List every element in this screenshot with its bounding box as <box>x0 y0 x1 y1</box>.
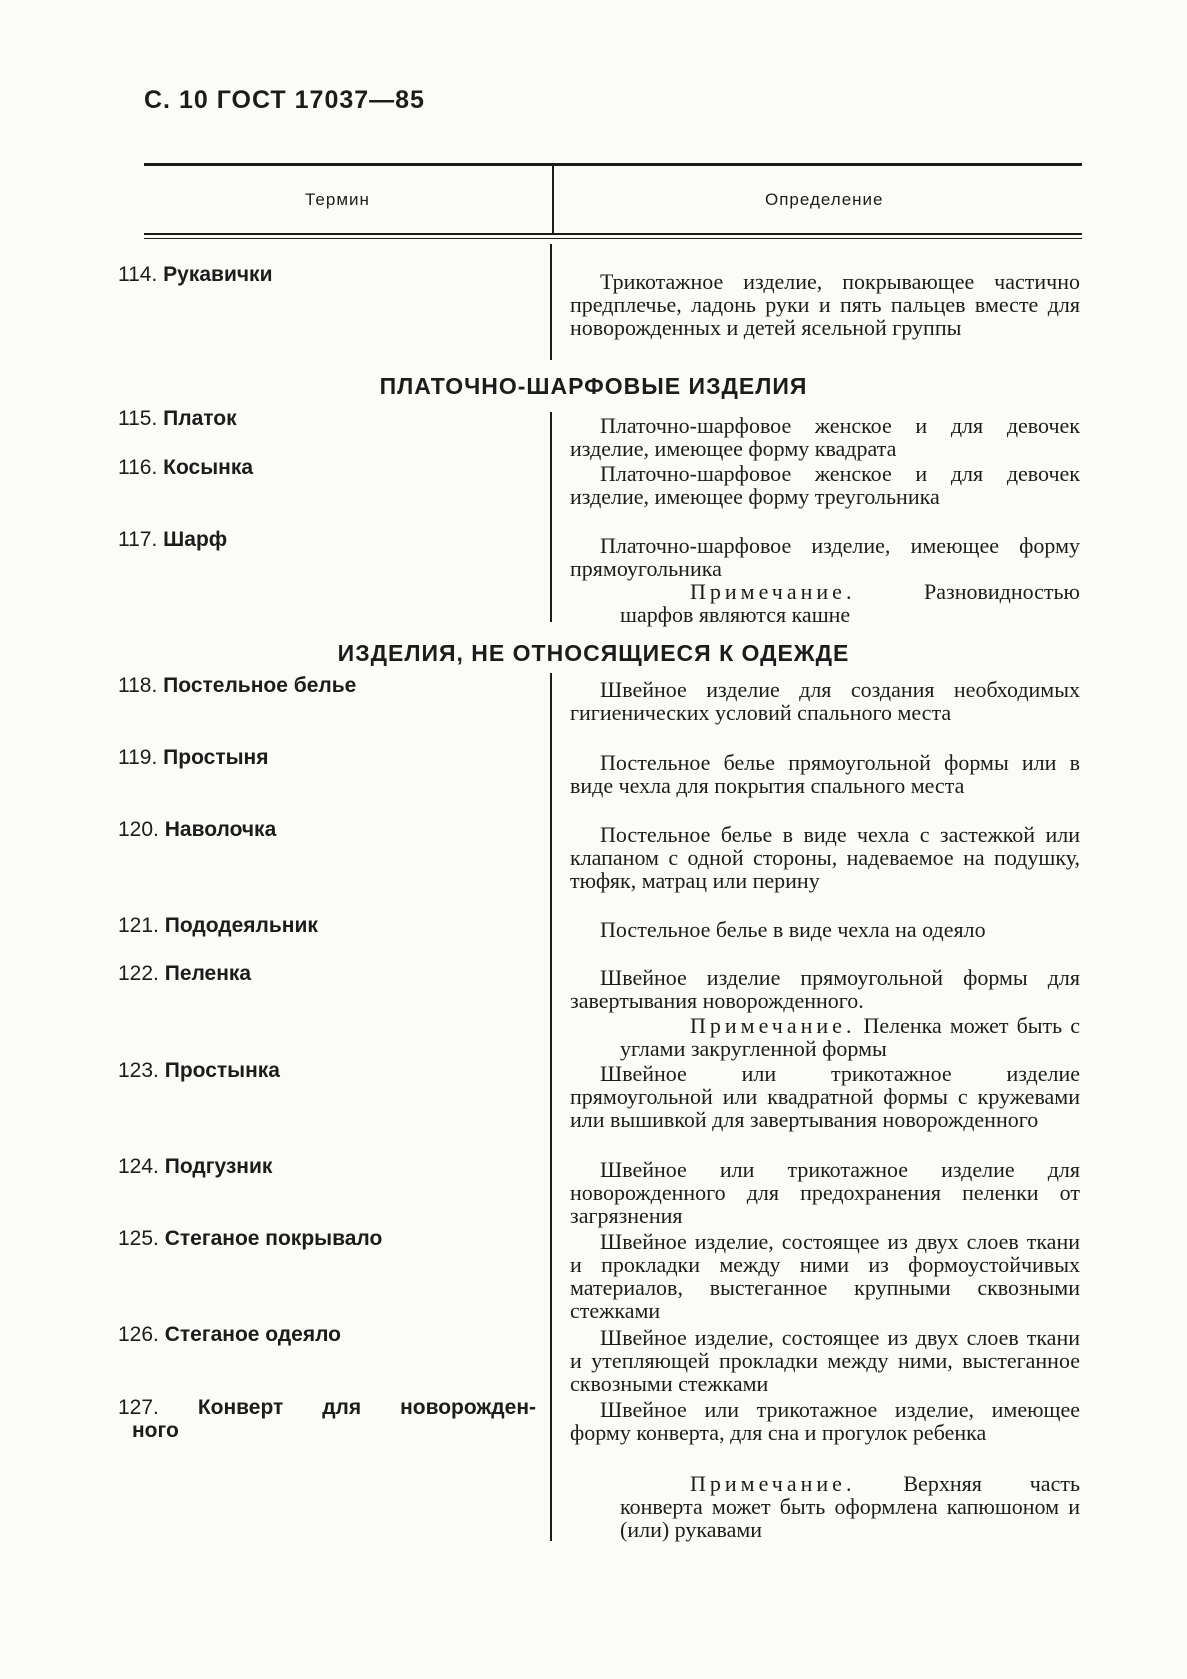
note-127: Примечание. Верхняя часть конверта может быть оформлена капюшоном и (или) рукавами <box>620 1471 1080 1542</box>
column-divider <box>550 244 552 360</box>
term-121: 121. Пододеяльник <box>118 914 318 937</box>
note-122: Примечание. Пеленка может быть с углами закругленной формы <box>620 1013 1081 1061</box>
term-127: 127. Конверт для новорожден- ного <box>118 1396 536 1442</box>
term-124: 124. Подгузник <box>118 1155 273 1178</box>
definition-114: Трикотажное изделие, покрывающее частично предплечье, ладонь руки и пять пальцев вместе для новорожденных и детей ясельной группы <box>570 269 1080 340</box>
term-122: 122. Пеленка <box>118 962 252 985</box>
definition-123: Швейное или трикотажное изделие прямоугольной или квадратной формы с кружевами или вышивкой для завертывания новорожденного <box>570 1061 1080 1132</box>
definition-124: Швейное или трикотажное изделие для новорожденного для предохранения пеленки от загрязнения <box>570 1157 1080 1228</box>
column-divider <box>550 673 552 1541</box>
definition-125: Швейное изделие, состоящее из двух слоев ткани и прокладки между ними из формоустойчивых материалов, выстеганное крупными сквозными стежками <box>570 1229 1080 1323</box>
term-120: 120. Наволочка <box>118 818 277 841</box>
section-title-scarves: ПЛАТОЧНО-ШАРФОВЫЕ ИЗДЕЛИЯ <box>379 373 808 399</box>
column-divider <box>550 412 552 622</box>
definition-116: Платочно-шарфовое женское и для девочек изделие, имеющее форму треугольника <box>570 461 1080 509</box>
term-123: 123. Простынка <box>118 1059 280 1082</box>
definition-121: Постельное белье в виде чехла на одеяло <box>600 917 986 942</box>
note-117: Примечание. Разновидностью шарфов являются кашне <box>620 579 1080 627</box>
definition-122: Швейное изделие прямоугольной формы для завертывания новорожденного. <box>570 965 1080 1013</box>
header-rule <box>144 233 1082 235</box>
table-top-rule <box>144 163 1082 166</box>
section-title-non-clothing: ИЗДЕЛИЯ, НЕ ОТНОСЯЩИЕСЯ К ОДЕЖДЕ <box>337 640 850 666</box>
term-126: 126. Стеганое одеяло <box>118 1323 342 1346</box>
term-117: 117. Шарф <box>118 528 228 551</box>
term-119: 119. Простыня <box>118 746 269 769</box>
definition-115: Платочно-шарфовое женское и для девочек изделие, имеющее форму квадрата <box>570 413 1080 461</box>
header-rule-double <box>144 238 1082 239</box>
term-116: 116. Косынка <box>118 456 254 479</box>
header-column-divider <box>552 166 554 233</box>
definition-127: Швейное или трикотажное изделие, имеющее форму конверта, для сна и прогулок ребенка <box>570 1397 1080 1445</box>
definition-120: Постельное белье в виде чехла с застежкой или клапаном с одной стороны, надеваемое на подушку, тюфяк, матрац или перину <box>570 822 1080 893</box>
column-header-term: Термин <box>305 190 370 209</box>
definition-118: Швейное изделие для создания необходимых гигиенических условий спального места <box>570 677 1080 725</box>
definition-119: Постельное белье прямоугольной формы или в виде чехла для покрытия спального места <box>570 750 1080 798</box>
term-115: 115. Платок <box>118 407 237 430</box>
term-118: 118. Постельное белье <box>118 674 357 697</box>
term-125: 125. Стеганое покрывало <box>118 1227 383 1250</box>
column-header-definition: Определение <box>765 190 884 209</box>
term-114: 114. Рукавички <box>118 263 273 286</box>
definition-117: Платочно-шарфовое изделие, имеющее форму прямоугольника <box>570 533 1080 581</box>
page-header: С. 10 ГОСТ 17037—85 <box>144 86 425 114</box>
definition-126: Швейное изделие, состоящее из двух слоев ткани и утепляющей прокладки между ними, выстеганное сквозными стежками <box>570 1325 1080 1396</box>
